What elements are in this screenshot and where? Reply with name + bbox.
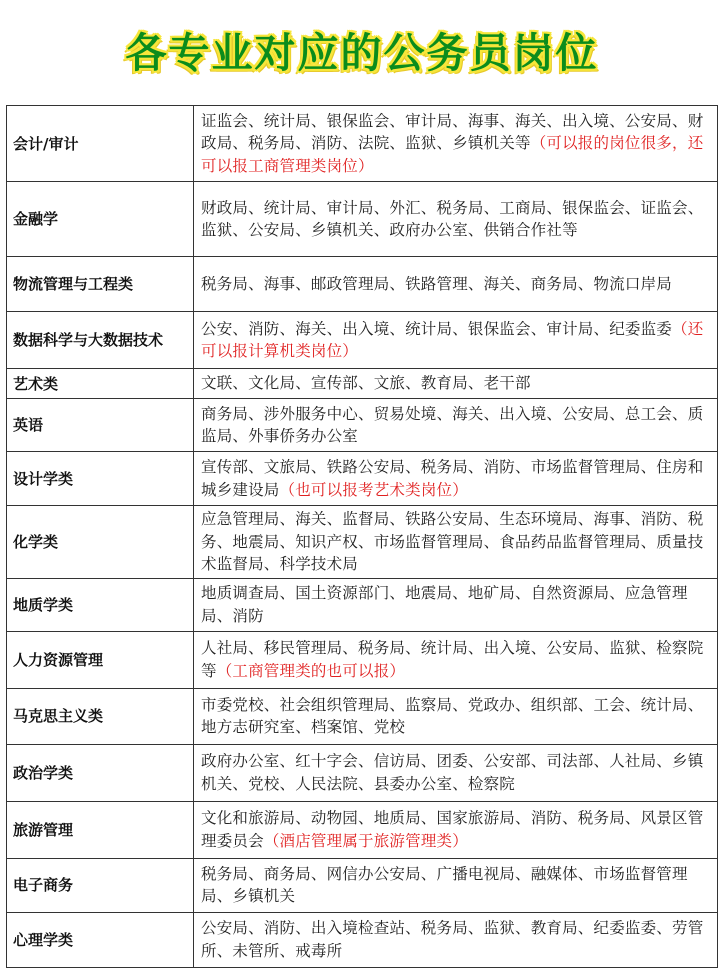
table-row <box>7 744 718 801</box>
major-cell: 旅游管理 <box>7 801 194 858</box>
table-row <box>7 858 718 912</box>
positions-cell <box>194 631 718 688</box>
positions-text: 人社局、移民管理局、税务局、统计局、出入境、公安局、监狱、检察院等 <box>201 639 704 680</box>
positions-text: 文化和旅游局、动物园、地质局、国家旅游局、消防、税务局、风景区管理委员会 <box>201 809 704 850</box>
major-cell: 物流管理与工程类 <box>7 257 194 312</box>
table-row <box>7 578 718 631</box>
positions-text: 公安、消防、海关、出入境、统计局、银保监会、审计局、纪委监委 <box>201 319 673 338</box>
positions-cell <box>194 312 718 369</box>
positions-text: 证监会、统计局、银保监会、审计局、海事、海关、出入境、公安局、财政局、税务局、消防、法院、监狱、乡镇机关等 <box>201 111 704 153</box>
major-cell: 政治学类 <box>7 744 194 801</box>
positions-cell <box>194 506 718 579</box>
positions-text: 税务局、海事、邮政管理局、铁路管理、海关、商务局、物流口岸局 <box>201 274 673 293</box>
positions-cell <box>194 912 718 967</box>
positions-note: （工商管理类的也可以报） <box>216 661 406 680</box>
positions-text: 公安局、消防、出入境检查站、税务局、监狱、教育局、纪委监委、劳管所、未管所、戒毒所 <box>201 919 704 960</box>
table-row <box>7 369 718 399</box>
table-row <box>7 688 718 744</box>
major-cell: 数据科学与大数据技术 <box>7 312 194 369</box>
major-cell: 地质学类 <box>7 578 194 631</box>
major-cell: 金融学 <box>7 182 194 257</box>
major-cell: 设计学类 <box>7 452 194 506</box>
page-title: 各专业对应的公务员岗位 <box>125 28 599 77</box>
positions-note: （还可以报计算机类岗位） <box>201 319 704 360</box>
positions-cell <box>194 106 718 182</box>
positions-text: 市委党校、社会组织管理局、监察局、党政办、组织部、工会、统计局、地方志研究室、档案馆、党校 <box>201 695 704 736</box>
positions-cell <box>194 801 718 858</box>
positions-cell <box>194 688 718 744</box>
positions-text: 应急管理局、海关、监督局、铁路公安局、生态环境局、海事、消防、税务、地震局、知识产权、市场监督管理局、食品药品监督管理局、质量技术监督局、科学技术局 <box>201 510 704 573</box>
positions-text: 商务局、涉外服务中心、贸易处境、海关、出入境、公安局、总工会、质监局、外事侨务办公室 <box>201 404 704 445</box>
major-cell: 化学类 <box>7 506 194 579</box>
positions-note: （可以报的岗位很多，还可以报工商管理类岗位） <box>201 134 704 175</box>
major-cell: 会计/审计 <box>7 106 194 182</box>
positions-cell <box>194 369 718 399</box>
positions-text: 税务局、商务局、网信办公安局、广播电视局、融媒体、市场监督管理局、乡镇机关 <box>201 864 688 905</box>
major-position-table <box>6 105 718 968</box>
positions-note: （酒店管理属于旅游管理类） <box>263 831 468 850</box>
major-cell: 电子商务 <box>7 858 194 912</box>
table-row <box>7 399 718 452</box>
table-row <box>7 912 718 967</box>
table-row <box>7 312 718 369</box>
positions-cell <box>194 257 718 312</box>
table-row <box>7 106 718 182</box>
positions-cell <box>194 744 718 801</box>
major-cell: 人力资源管理 <box>7 631 194 688</box>
positions-text: 地质调查局、国土资源部门、地震局、地矿局、自然资源局、应急管理局、消防 <box>201 584 688 625</box>
table-row <box>7 506 718 579</box>
positions-text: 政府办公室、红十字会、信访局、团委、公安部、司法部、人社局、乡镇机关、党校、人民法院、县委办公室、检察院 <box>201 752 704 793</box>
positions-text: 财政局、统计局、审计局、外汇、税务局、工商局、银保监会、证监会、监狱、公安局、乡镇机关、政府办公室、供销合作社等 <box>201 198 704 239</box>
table-row <box>7 631 718 688</box>
major-cell: 英语 <box>7 399 194 452</box>
table-row <box>7 452 718 506</box>
table-row <box>7 182 718 257</box>
major-cell: 心理学类 <box>7 912 194 967</box>
table-row <box>7 801 718 858</box>
major-cell: 艺术类 <box>7 369 194 399</box>
major-cell: 马克思主义类 <box>7 688 194 744</box>
positions-cell <box>194 399 718 452</box>
positions-note: （也可以报考艺术类岗位） <box>279 480 468 499</box>
positions-cell <box>194 578 718 631</box>
table-row <box>7 257 718 312</box>
positions-cell <box>194 182 718 257</box>
positions-cell <box>194 858 718 912</box>
positions-text: 宣传部、文旅局、铁路公安局、税务局、消防、市场监督管理局、住房和城乡建设局 <box>201 458 704 499</box>
positions-text: 文联、文化局、宣传部、文旅、教育局、老干部 <box>201 374 531 393</box>
positions-cell <box>194 452 718 506</box>
